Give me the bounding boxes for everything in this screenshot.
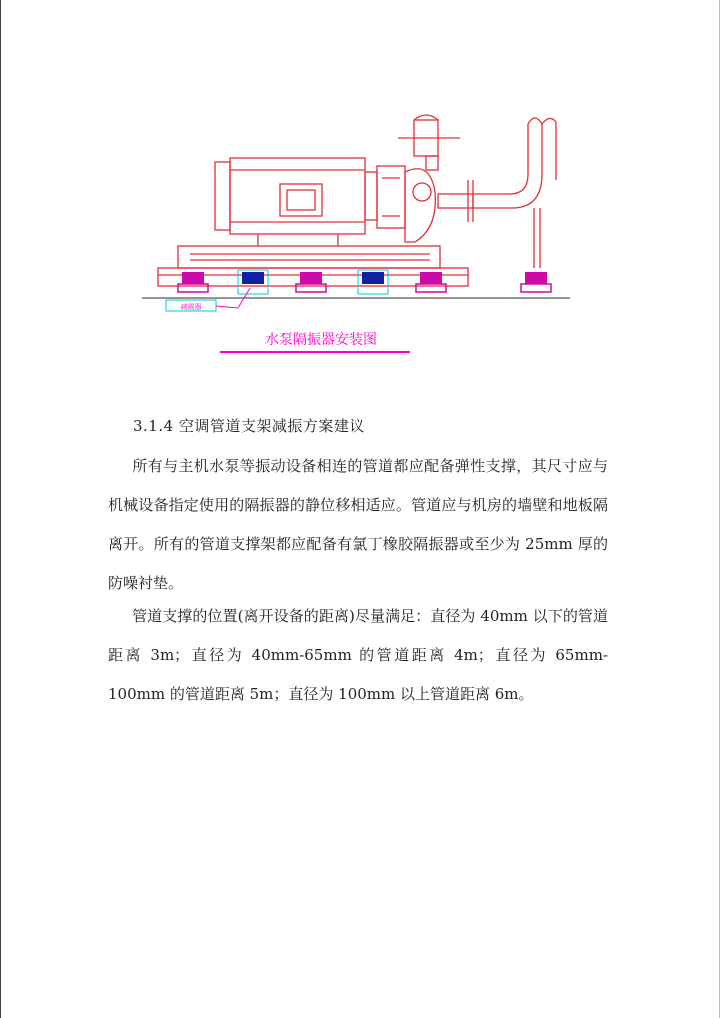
spring-mounts <box>178 270 551 294</box>
elbow-pipe-outer <box>473 124 528 194</box>
mount-2 <box>242 272 264 284</box>
paragraph-1-text: 所有与主机水泵等振动设备相连的管道都应配备弹性支撑，其尺寸应与机械设备指定使用的隔振器的静位移相适应。管道应与机房的墙壁和地板隔离开。所有的管道支撑架都应配备有氯丁橡胶隔振器或至少为 25mm 厚的防噪衬垫。 <box>108 457 608 592</box>
mount-3 <box>300 272 322 284</box>
paragraph-2 <box>108 597 608 714</box>
base-plate <box>178 246 440 268</box>
pump-bracket <box>377 166 405 228</box>
callout-label: 减震器 <box>180 303 202 311</box>
mount-6 <box>525 272 547 284</box>
mount-5 <box>420 272 442 284</box>
elbow-pipe-inner <box>473 124 542 208</box>
paragraph-2-text: 管道支撑的位置(离开设备的距离)尽量满足：直径为 40mm 以下的管道距离 3m；直径为 40mm-65mm 的管道距离 4m；直径为 65mm-100mm 的管道距离 5m；直径为 100mm 以上管道距离 6m。 <box>108 607 608 703</box>
pump-volute <box>405 169 435 242</box>
motor-endcap <box>215 162 230 230</box>
pump-isolator-drawing <box>130 100 590 365</box>
discharge-nozzle <box>426 156 438 170</box>
section-heading: 3.1.4 空调管道支架减振方案建议 <box>133 417 365 435</box>
mount-4 <box>362 272 384 284</box>
page-border-left <box>0 0 1 1018</box>
paragraph-1 <box>108 447 608 603</box>
figure-caption: 水泵隔振器安装图 <box>265 332 377 348</box>
terminal-box <box>280 184 322 216</box>
pump-drawing-svg <box>130 100 590 365</box>
mount-1 <box>182 272 204 284</box>
coupling <box>365 172 377 220</box>
